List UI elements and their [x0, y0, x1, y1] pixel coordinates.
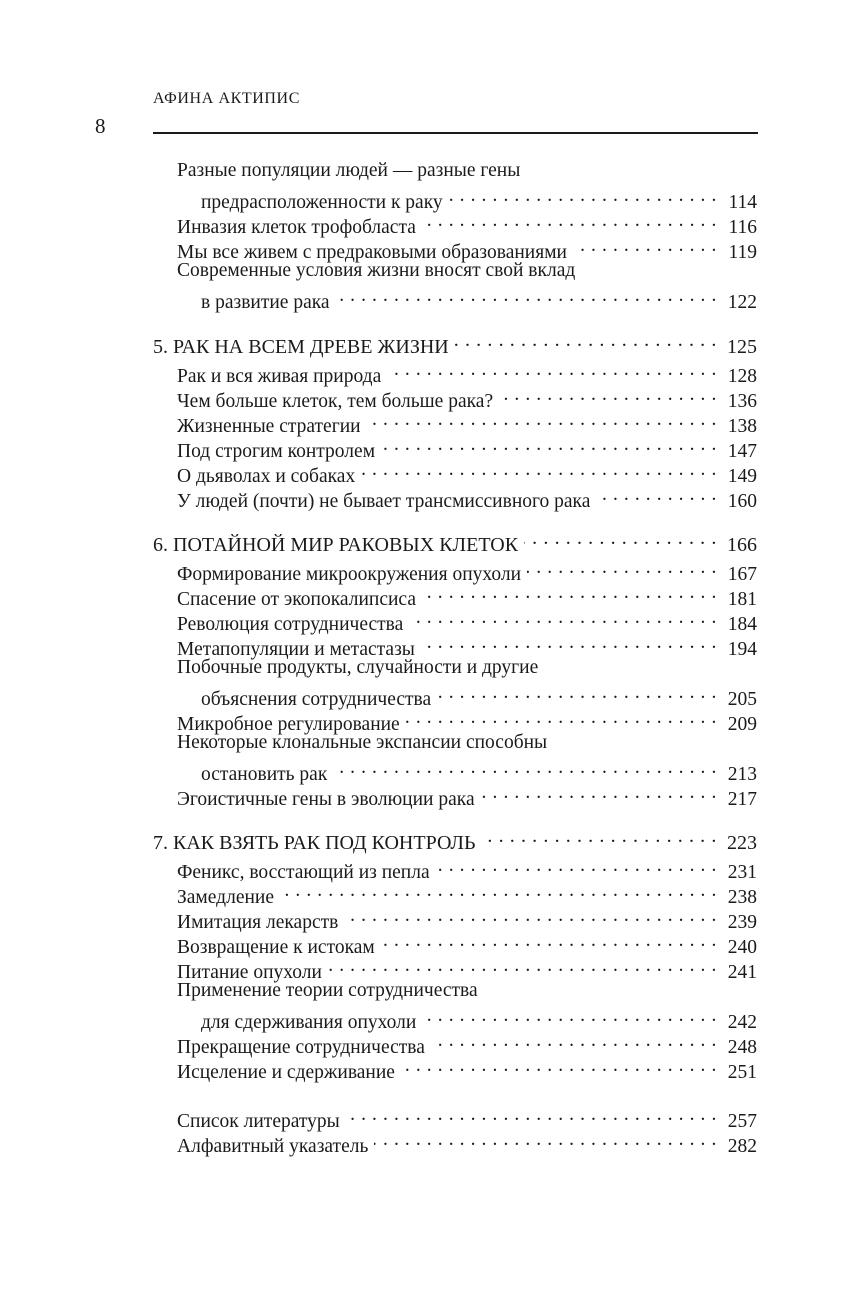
toc-entry[interactable]: [153, 1003, 757, 1033]
toc-entry-page: 238: [727, 887, 757, 908]
toc-entry-page: 282: [727, 1136, 757, 1157]
toc-entry-page: 239: [727, 912, 757, 933]
toc-entry[interactable]: [153, 555, 757, 585]
leader-dots: [437, 680, 717, 705]
toc-entry-page: 213: [727, 764, 757, 785]
leader-dots: [401, 1053, 717, 1078]
toc-entry: [153, 978, 757, 1003]
toc-entry-title: объяснения сотрудничества: [201, 689, 432, 710]
leader-dots: [436, 853, 717, 878]
toc-entry-page: 241: [727, 962, 757, 983]
toc-entry-title: Современные условия жизни вносят свой вклад: [177, 260, 576, 281]
leader-dots: [406, 705, 717, 730]
toc-entry-title: У людей (почти) не бывает трансмиссивного рака: [177, 491, 591, 512]
leader-dots: [381, 432, 717, 457]
leader-dots: [344, 903, 717, 928]
toc-entry-page: 194: [727, 639, 757, 660]
page-number: 8: [95, 114, 106, 138]
toc-entry-page: 138: [727, 416, 757, 437]
chapter-page: 223: [727, 832, 757, 854]
toc-entry-page: 181: [727, 589, 757, 610]
toc-entry-title: Метапопуляции и метастазы: [177, 639, 415, 660]
leader-dots: [422, 580, 717, 605]
toc-entry: [153, 730, 757, 755]
toc-entry-title: Спасение от экопокалипсиса: [177, 589, 416, 610]
toc-entry-page: 136: [727, 391, 757, 412]
toc-entry-page: 147: [727, 441, 757, 462]
toc-entry[interactable]: [153, 357, 757, 387]
toc-entry[interactable]: [153, 680, 757, 710]
leader-dots: [527, 555, 717, 580]
toc-entry: [153, 258, 757, 283]
toc-entry-page: 116: [728, 217, 757, 238]
chapter-page: 125: [727, 336, 757, 358]
toc-entry-title: Под строгим контролем: [177, 441, 376, 462]
leader-dots: [422, 1003, 717, 1028]
toc-entry-title: Инвазия клеток трофобласта: [177, 217, 416, 238]
leader-dots: [449, 183, 717, 208]
leader-dots: [346, 1102, 717, 1127]
leader-dots: [361, 457, 717, 482]
toc-entry-title: Мы все живем с предраковыми образованиями: [177, 242, 567, 263]
toc-entry-page: 209: [727, 714, 757, 735]
leader-dots: [524, 526, 717, 551]
leader-dots: [421, 630, 717, 655]
header-rule: [153, 132, 758, 134]
toc-entry-title: Возвращение к истокам: [177, 937, 375, 958]
toc-entry-title: Некоторые клональные экспансии способны: [177, 732, 548, 753]
toc-entry[interactable]: [153, 755, 757, 785]
leader-dots: [336, 283, 717, 308]
toc-bibliography[interactable]: [153, 1102, 757, 1132]
leader-dots: [409, 605, 717, 630]
toc-entry-page: 184: [727, 614, 757, 635]
leader-dots: [422, 208, 717, 233]
toc-entry-page: 240: [727, 937, 757, 958]
toc-entry-title: Список литературы: [177, 1111, 340, 1132]
leader-dots: [280, 878, 717, 903]
toc-chapter-6[interactable]: [153, 526, 757, 556]
toc-entry-page: 257: [727, 1111, 757, 1132]
toc-entry-title: Жизненные стратегии: [177, 416, 361, 437]
toc-entry-title: остановить рак: [201, 764, 328, 785]
toc-entry-title: Рак и вся живая природа: [177, 366, 382, 387]
leader-dots: [596, 482, 717, 507]
toc-entry-title: Формирование микроокружения опухоли: [177, 564, 522, 585]
toc-entry-page: 160: [727, 491, 757, 512]
toc-entry-title: Алфавитный указатель: [177, 1136, 369, 1157]
chapter-title: 7. КАК ВЗЯТЬ РАК ПОД КОНТРОЛЬ: [153, 832, 476, 854]
leader-dots: [381, 928, 717, 953]
toc-entry-page: 217: [727, 789, 757, 810]
toc-entry-title: для сдерживания опухоли: [201, 1012, 417, 1033]
toc-entry-title: Побочные продукты, случайности и другие: [177, 657, 539, 678]
toc-entry-title: Имитация лекарств: [177, 912, 339, 933]
toc-entry-title: предрасположенности к раку: [201, 192, 443, 213]
table-of-contents: [153, 158, 757, 1157]
toc-entry-title: Феникс, восстающий из пепла: [177, 862, 430, 883]
toc-entry-title: Замедление: [177, 887, 274, 908]
toc-chapter-7[interactable]: [153, 824, 757, 854]
leader-dots: [431, 1028, 717, 1053]
leader-dots: [499, 382, 717, 407]
running-head-author: АФИНА АКТИПИС: [153, 90, 300, 107]
toc-entry-title: Чем больше клеток, тем больше рака?: [177, 391, 494, 412]
leader-dots: [455, 328, 717, 353]
toc-entry-page: 205: [727, 689, 757, 710]
toc-chapter-5[interactable]: [153, 328, 757, 358]
toc-entry[interactable]: [153, 853, 757, 883]
leader-dots: [573, 233, 717, 258]
leader-dots: [481, 780, 717, 805]
toc-entry-title: в развитие рака: [201, 292, 330, 313]
chapter-title: 6. ПОТАЙНОЙ МИР РАКОВЫХ КЛЕТОК: [153, 534, 519, 556]
toc-entry-title: Эгоистичные гены в эволюции рака: [177, 789, 475, 810]
toc-entry-title: Революция сотрудничества: [177, 614, 404, 635]
leader-dots: [374, 1127, 717, 1152]
toc-entry-title: Питание опухоли: [177, 962, 322, 983]
toc-entry[interactable]: [153, 283, 757, 313]
leader-dots: [333, 755, 717, 780]
toc-entry-page: 231: [727, 862, 757, 883]
toc-entry-page: 251: [727, 1062, 757, 1083]
leader-dots: [387, 357, 717, 382]
toc-entry-page: 248: [727, 1037, 757, 1058]
toc-entry-title: Применение теории сотрудничества: [177, 980, 478, 1001]
toc-entry-page: 122: [727, 292, 757, 313]
leader-dots: [367, 407, 717, 432]
toc-entry-title: Микробное регулирование: [177, 714, 400, 735]
toc-entry-page: 167: [727, 564, 757, 585]
toc-entry[interactable]: [153, 183, 757, 213]
chapter-page: 166: [727, 534, 757, 556]
toc-entry-title: О дьяволах и собаках: [177, 466, 356, 487]
leader-dots: [481, 824, 717, 849]
toc-entry-page: 242: [727, 1012, 757, 1033]
toc-entry-page: 114: [728, 192, 757, 213]
toc-entry-title: Исцеление и сдерживание: [177, 1062, 395, 1083]
toc-entry-page: 119: [728, 242, 757, 263]
toc-entry: [153, 158, 757, 183]
toc-entry-page: 128: [727, 366, 757, 387]
toc-entry-title: Разные популяции людей — разные гены: [177, 160, 521, 181]
toc-entry: [153, 655, 757, 680]
toc-entry-title: Прекращение сотрудничества: [177, 1037, 425, 1058]
toc-entry-page: 149: [727, 466, 757, 487]
chapter-title: 5. РАК НА ВСЕМ ДРЕВЕ ЖИЗНИ: [153, 336, 449, 358]
leader-dots: [328, 953, 717, 978]
